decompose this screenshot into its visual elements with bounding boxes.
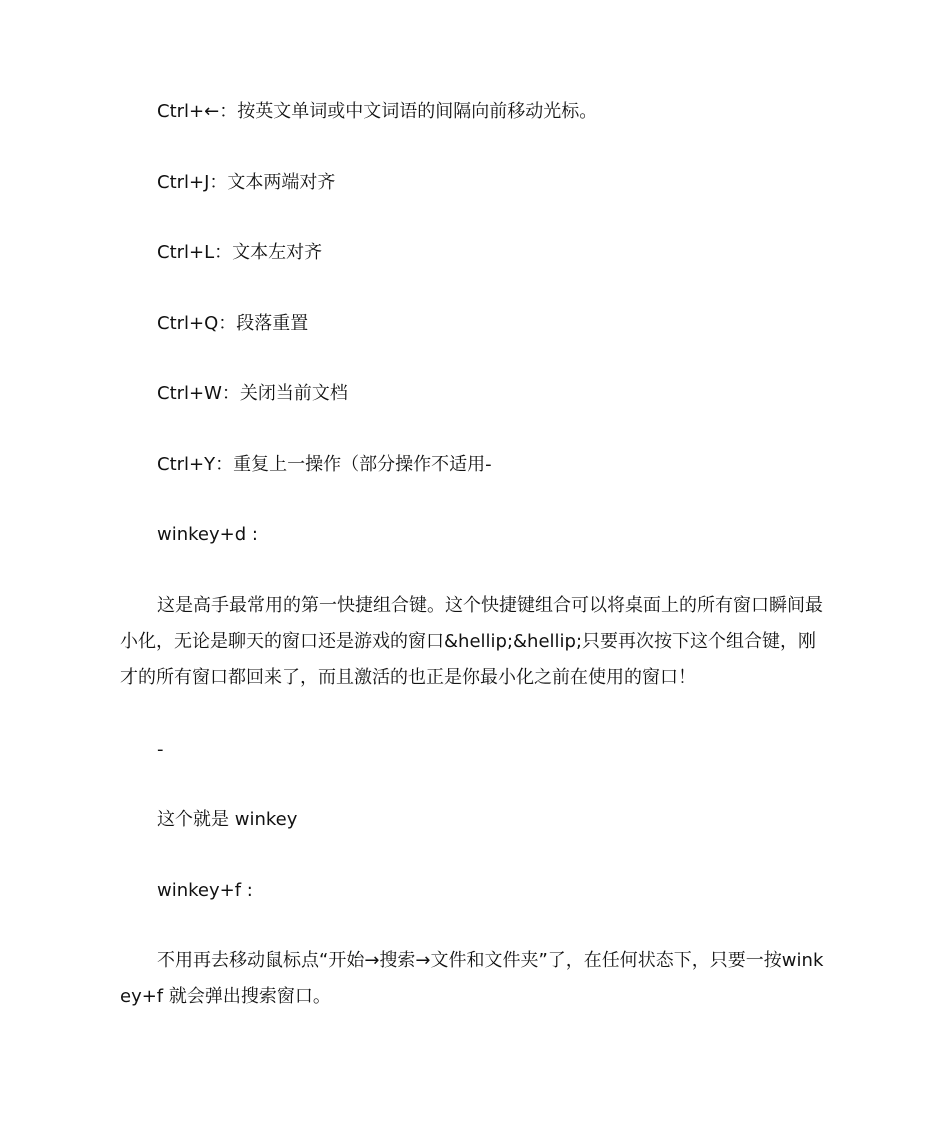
winkey-d-description: 这是高手最常用的第一快捷组合键。这个快捷键组合可以将桌面上的所有窗口瞬间最小化，无论是聊天的窗口还是游戏的窗口&hellip;&hellip;只要再次按下这个组合键，刚才的所有窗口都回来了，而且激活的也正是你最小化之前在使用的窗口！ xyxy=(120,595,823,688)
dash-separator: - xyxy=(157,739,164,760)
shortcut-line-ctrl-w: Ctrl+W：关闭当前文档 xyxy=(157,383,348,404)
winkey-f-heading: winkey+f : xyxy=(157,880,253,901)
winkey-f-description: 不用再去移动鼠标点“开始→搜索→文件和文件夹”了，在任何状态下，只要一按winkey+f 就会弹出搜索窗口。 xyxy=(120,950,824,1007)
shortcut-line-ctrl-l: Ctrl+L：文本左对齐 xyxy=(157,242,323,263)
shortcut-line-ctrl-left: Ctrl+←：按英文单词或中文词语的间隔向前移动光标。 xyxy=(157,101,598,122)
shortcut-line-ctrl-q: Ctrl+Q：段落重置 xyxy=(157,313,309,334)
winkey-d-heading: winkey+d : xyxy=(157,524,258,545)
shortcut-line-ctrl-j: Ctrl+J：文本两端对齐 xyxy=(157,172,336,193)
shortcut-line-ctrl-y: Ctrl+Y：重复上一操作（部分操作不适用- xyxy=(157,454,492,475)
winkey-note: 这个就是 winkey xyxy=(157,809,298,830)
